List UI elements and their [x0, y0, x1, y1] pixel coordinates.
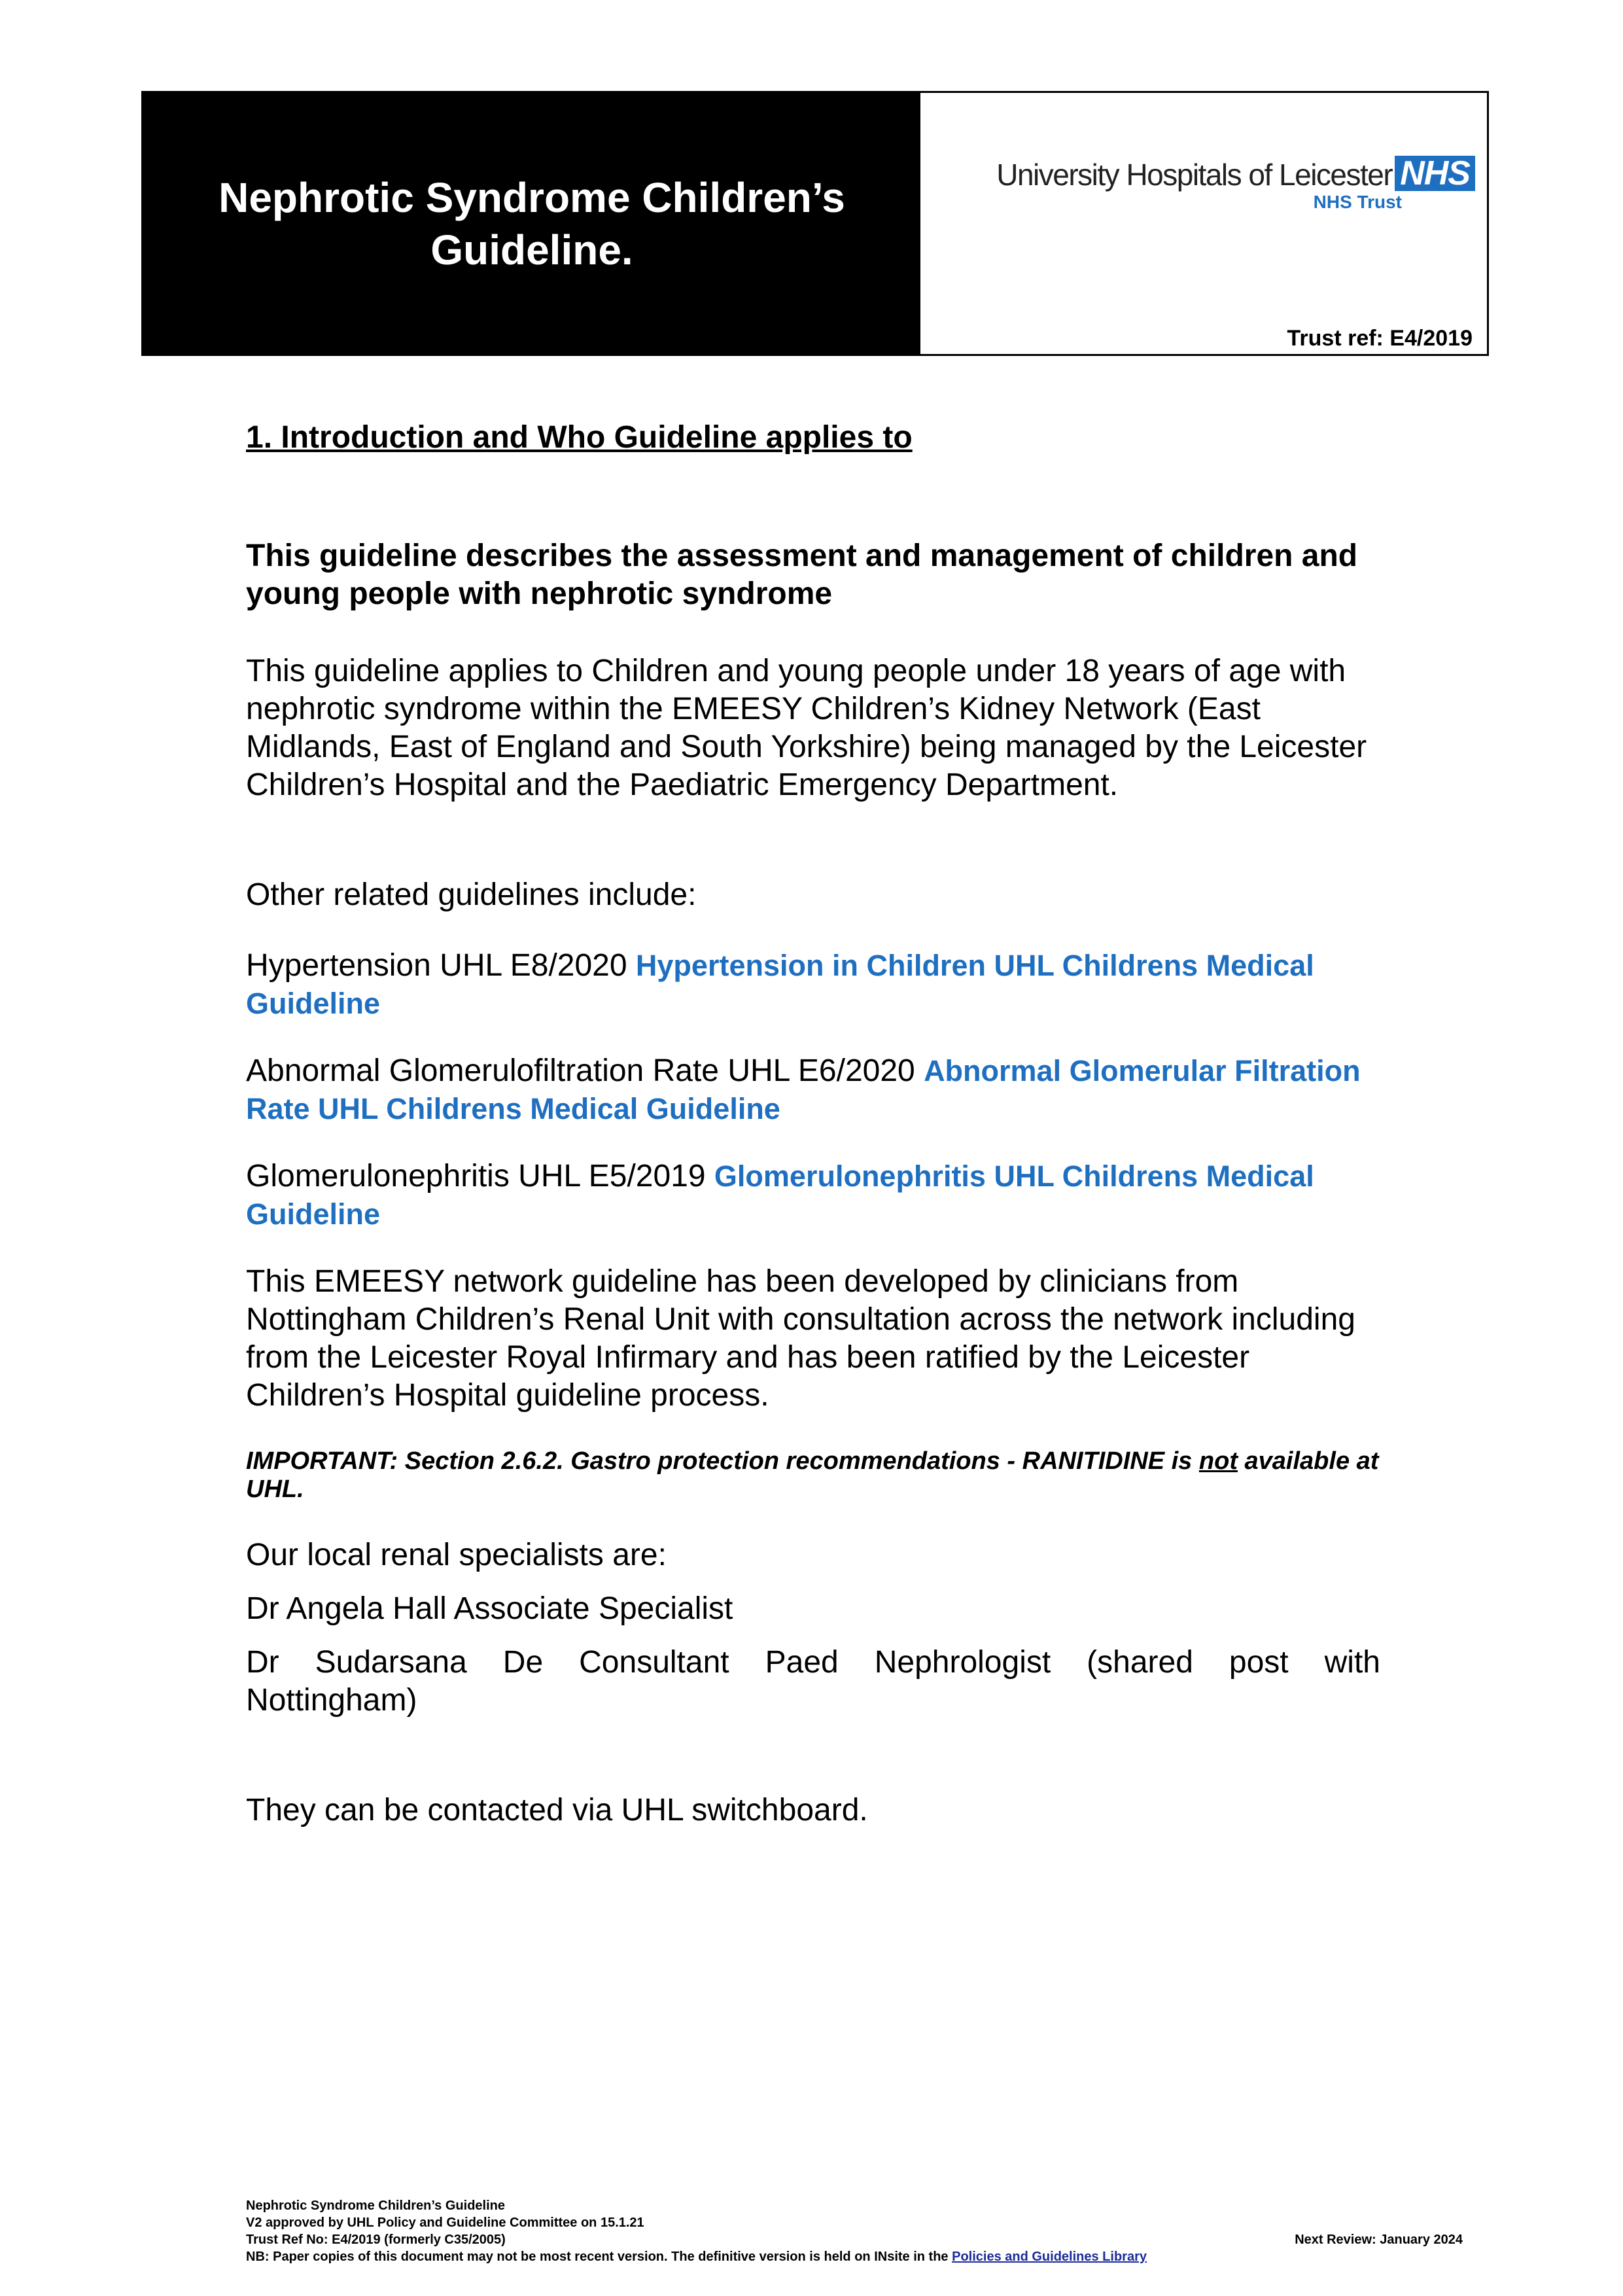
- word: post: [1229, 1645, 1289, 1680]
- title-box: [143, 93, 920, 354]
- related-prefix: Abnormal Glomerulofiltration Rate UHL E6/2020: [246, 1053, 924, 1088]
- related-prefix: Hypertension UHL E8/2020: [246, 948, 636, 983]
- logo-text: University Hospitals of Leicester: [996, 158, 1393, 192]
- important-suffix: available at UHL.: [246, 1447, 1379, 1503]
- main-content: [246, 419, 1380, 1829]
- word: Dr: [246, 1645, 279, 1680]
- lead-paragraph: This guideline describes the assessment and management of children and young people with nephrotic syndrome: [246, 539, 1358, 611]
- related-link-gfr[interactable]: Abnormal Glomerular Filtration Rate UHL Childrens Medical Guideline: [246, 1054, 1361, 1125]
- word: Consultant: [579, 1645, 729, 1680]
- contact-paragraph: They can be contacted via UHL switchboard.: [246, 1793, 868, 1828]
- word: Nephrologist: [874, 1645, 1051, 1680]
- footer-note: [246, 2248, 1463, 2265]
- footer-row: [246, 2231, 1463, 2248]
- footer-line: Nephrotic Syndrome Children’s Guideline: [246, 2199, 505, 2213]
- specialist-item: Dr Angela Hall Associate Specialist: [246, 1591, 733, 1626]
- word: De: [502, 1645, 544, 1680]
- footer-trust-ref: Trust Ref No: E4/2019 (formerly C35/2005): [246, 2233, 506, 2247]
- trust-ref: Trust ref: E4/2019: [1287, 326, 1473, 351]
- document-footer: [246, 2197, 1463, 2265]
- word: Sudarsana: [315, 1645, 467, 1680]
- word: with: [1324, 1645, 1380, 1680]
- related-item: [246, 1052, 1380, 1128]
- related-link-hypertension[interactable]: Hypertension in Children UHL Childrens Medical Guideline: [246, 949, 1314, 1020]
- section-heading: 1. Introduction and Who Guideline applies to: [246, 420, 913, 455]
- policies-library-link[interactable]: Policies and Guidelines Library: [952, 2250, 1147, 2264]
- document-title: Nephrotic Syndrome Children’s Guideline.: [218, 173, 845, 274]
- important-not: not: [1198, 1447, 1238, 1475]
- word: (shared: [1087, 1645, 1193, 1680]
- logo-subtext: NHS Trust: [1313, 192, 1402, 212]
- related-item: [246, 1157, 1380, 1233]
- footer-note-text: NB: Paper copies of this document may not be most recent version. The definitive version is held on INsite in the: [246, 2250, 952, 2264]
- related-item: [246, 947, 1380, 1023]
- document-header: [141, 91, 1489, 356]
- word: Paed: [765, 1645, 839, 1680]
- related-link-glomerulonephritis[interactable]: Glomerulonephritis UHL Childrens Medical Guideline: [246, 1159, 1314, 1231]
- related-prefix: Glomerulonephritis UHL E5/2019: [246, 1159, 714, 1193]
- applies-paragraph: This guideline applies to Children and young people under 18 years of age with nephrotic syndrome within the EMEESY Children’s Kidney Network (East Midlands, East of England and South Yorkshire) being managed by the Leicester Children’s Hospital and the Paediatric Emergency Department.: [246, 654, 1367, 802]
- specialist-item: [246, 1644, 1380, 1682]
- nhs-logo-badge: NHS: [1395, 156, 1475, 191]
- footer-next-review: Next Review: January 2024: [1295, 2233, 1463, 2247]
- trust-logo: [996, 156, 1475, 213]
- important-notice: [246, 1447, 1380, 1504]
- specialists-intro: Our local renal specialists are:: [246, 1538, 667, 1572]
- specialist-item-continued: Nottingham): [246, 1683, 417, 1718]
- network-paragraph: This EMEESY network guideline has been developed by clinicians from Nottingham Children’s Renal Unit with consultation across the network including from the Leicester Royal Infirmary and has been ratified by the Leicester Children’s Hospital guideline process.: [246, 1264, 1355, 1413]
- important-text: IMPORTANT: Section 2.6.2. Gastro protection recommendations - RANITIDINE is: [246, 1447, 1199, 1475]
- related-intro: Other related guidelines include:: [246, 877, 697, 912]
- footer-line: V2 approved by UHL Policy and Guideline Committee on 15.1.21: [246, 2216, 644, 2230]
